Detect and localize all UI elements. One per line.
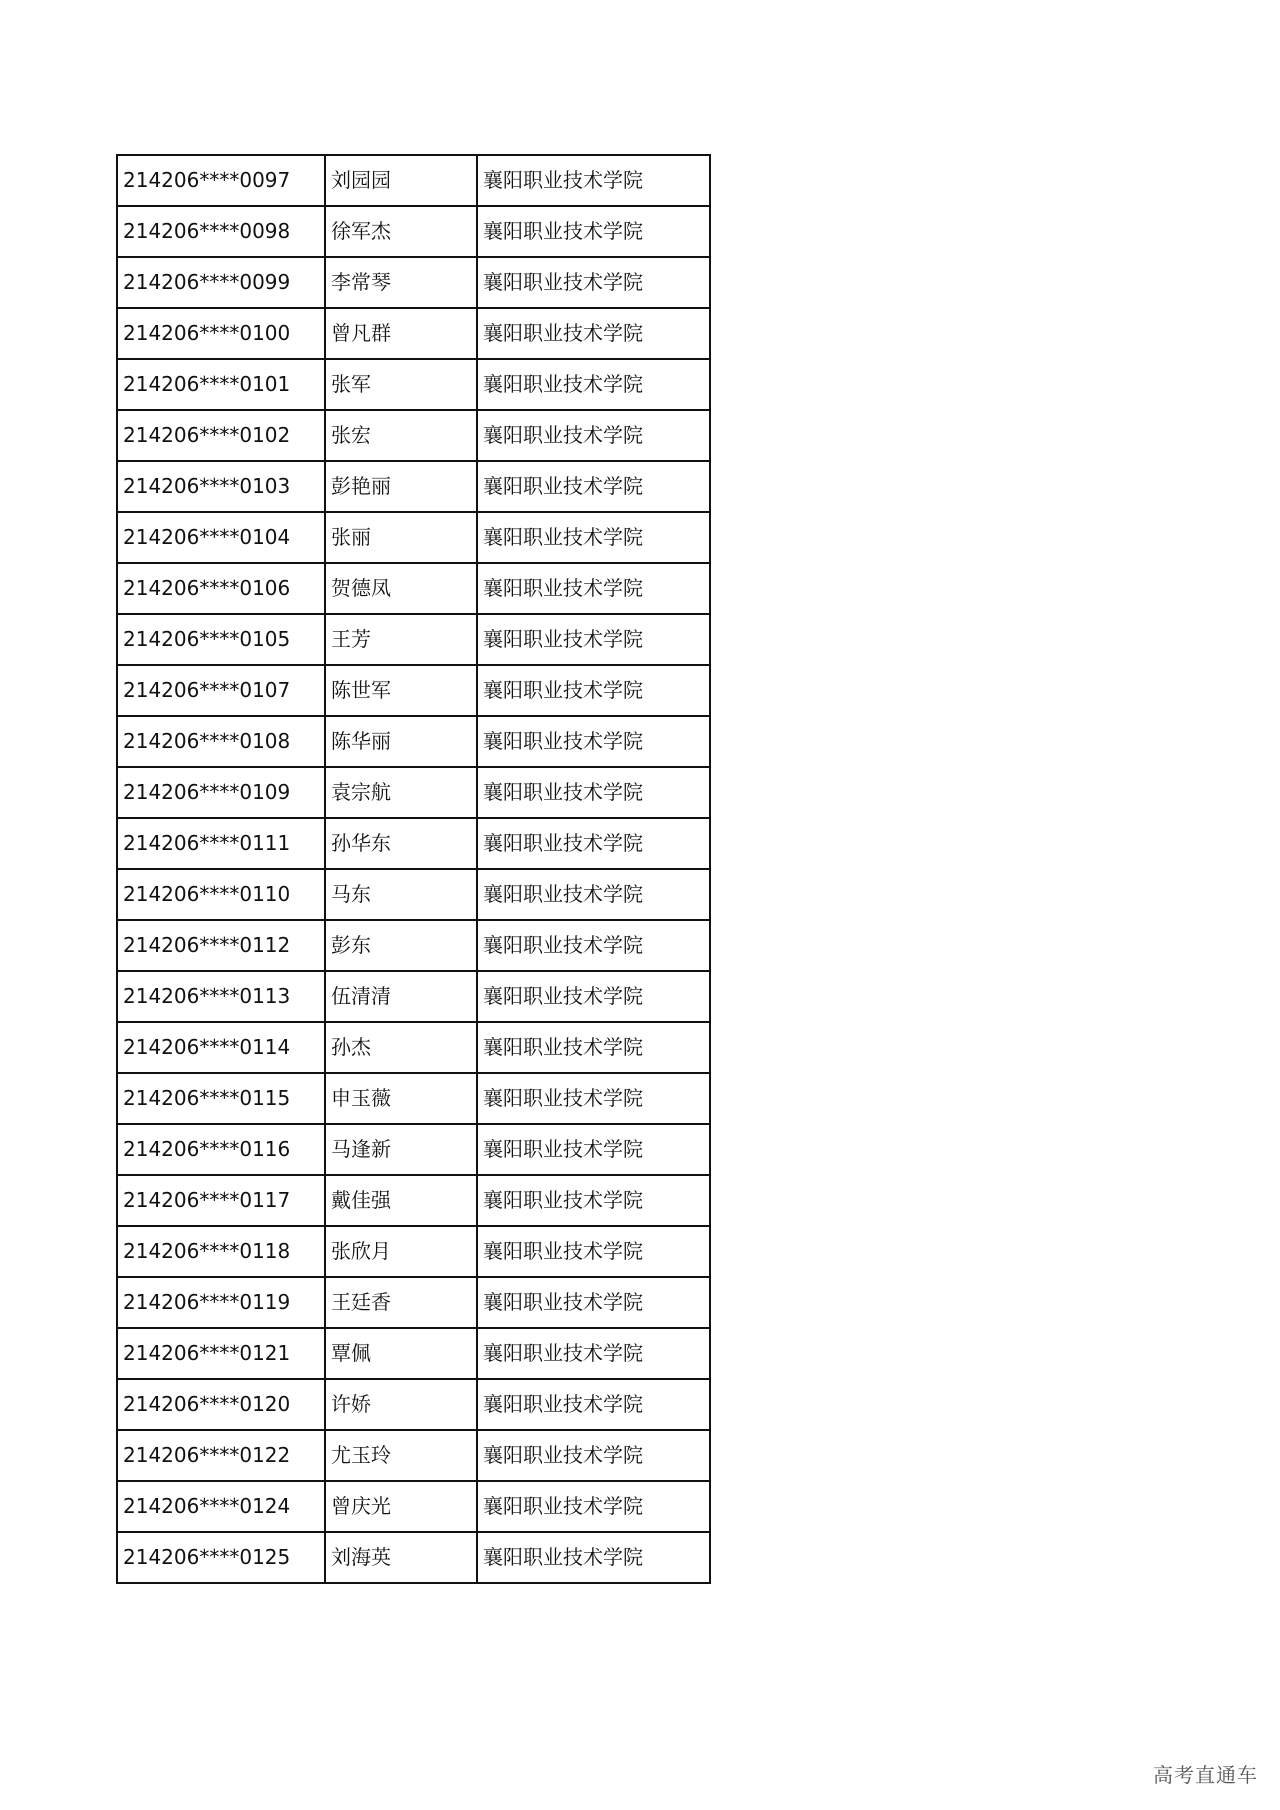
id-cell: 214206****0097 [117, 155, 325, 206]
id-cell: 214206****0109 [117, 767, 325, 818]
id-cell: 214206****0125 [117, 1532, 325, 1583]
id-cell: 214206****0099 [117, 257, 325, 308]
name-cell: 王廷香 [325, 1277, 477, 1328]
school-cell: 襄阳职业技术学院 [477, 257, 710, 308]
id-cell: 214206****0113 [117, 971, 325, 1022]
table-row [117, 971, 710, 1022]
id-cell: 214206****0102 [117, 410, 325, 461]
table-row [117, 869, 710, 920]
school-cell: 襄阳职业技术学院 [477, 1277, 710, 1328]
school-cell: 襄阳职业技术学院 [477, 1124, 710, 1175]
name-cell: 张军 [325, 359, 477, 410]
school-cell: 襄阳职业技术学院 [477, 971, 710, 1022]
table-row [117, 1226, 710, 1277]
name-cell: 徐军杰 [325, 206, 477, 257]
school-cell: 襄阳职业技术学院 [477, 716, 710, 767]
id-cell: 214206****0103 [117, 461, 325, 512]
name-cell: 覃佩 [325, 1328, 477, 1379]
table-row [117, 665, 710, 716]
table-row [117, 1481, 710, 1532]
name-cell: 王芳 [325, 614, 477, 665]
school-cell: 襄阳职业技术学院 [477, 1226, 710, 1277]
table-row [117, 257, 710, 308]
name-cell: 陈华丽 [325, 716, 477, 767]
school-cell: 襄阳职业技术学院 [477, 665, 710, 716]
school-cell: 襄阳职业技术学院 [477, 1430, 710, 1481]
name-cell: 刘海英 [325, 1532, 477, 1583]
table-row [117, 767, 710, 818]
table-row [117, 1022, 710, 1073]
table-row [117, 1124, 710, 1175]
school-cell: 襄阳职业技术学院 [477, 869, 710, 920]
id-cell: 214206****0119 [117, 1277, 325, 1328]
name-cell: 张丽 [325, 512, 477, 563]
id-cell: 214206****0105 [117, 614, 325, 665]
table-row [117, 614, 710, 665]
id-cell: 214206****0112 [117, 920, 325, 971]
name-cell: 许娇 [325, 1379, 477, 1430]
school-cell: 襄阳职业技术学院 [477, 155, 710, 206]
table-row [117, 1175, 710, 1226]
school-cell: 襄阳职业技术学院 [477, 1481, 710, 1532]
id-cell: 214206****0108 [117, 716, 325, 767]
id-cell: 214206****0107 [117, 665, 325, 716]
school-cell: 襄阳职业技术学院 [477, 920, 710, 971]
name-cell: 袁宗航 [325, 767, 477, 818]
id-cell: 214206****0106 [117, 563, 325, 614]
id-cell: 214206****0104 [117, 512, 325, 563]
school-cell: 襄阳职业技术学院 [477, 359, 710, 410]
school-cell: 襄阳职业技术学院 [477, 1073, 710, 1124]
id-cell: 214206****0100 [117, 308, 325, 359]
id-cell: 214206****0111 [117, 818, 325, 869]
school-cell: 襄阳职业技术学院 [477, 308, 710, 359]
school-cell: 襄阳职业技术学院 [477, 1175, 710, 1226]
table-row [117, 308, 710, 359]
table-row [117, 920, 710, 971]
school-cell: 襄阳职业技术学院 [477, 1328, 710, 1379]
name-cell: 贺德凤 [325, 563, 477, 614]
id-cell: 214206****0121 [117, 1328, 325, 1379]
table-row [117, 1430, 710, 1481]
table-row [117, 206, 710, 257]
table-row [117, 410, 710, 461]
school-cell: 襄阳职业技术学院 [477, 206, 710, 257]
name-cell: 戴佳强 [325, 1175, 477, 1226]
name-cell: 孙杰 [325, 1022, 477, 1073]
school-cell: 襄阳职业技术学院 [477, 512, 710, 563]
name-cell: 陈世军 [325, 665, 477, 716]
name-cell: 马逢新 [325, 1124, 477, 1175]
name-cell: 曾庆光 [325, 1481, 477, 1532]
table-row [117, 1379, 710, 1430]
id-cell: 214206****0117 [117, 1175, 325, 1226]
table-row [117, 155, 710, 206]
name-cell: 曾凡群 [325, 308, 477, 359]
table-row [117, 1532, 710, 1583]
table-row [117, 1328, 710, 1379]
name-cell: 马东 [325, 869, 477, 920]
name-cell: 张宏 [325, 410, 477, 461]
table-row [117, 818, 710, 869]
id-cell: 214206****0116 [117, 1124, 325, 1175]
name-cell: 孙华东 [325, 818, 477, 869]
name-cell: 李常琴 [325, 257, 477, 308]
name-cell: 彭艳丽 [325, 461, 477, 512]
school-cell: 襄阳职业技术学院 [477, 410, 710, 461]
id-cell: 214206****0124 [117, 1481, 325, 1532]
id-cell: 214206****0101 [117, 359, 325, 410]
name-cell: 申玉薇 [325, 1073, 477, 1124]
id-cell: 214206****0122 [117, 1430, 325, 1481]
school-cell: 襄阳职业技术学院 [477, 1022, 710, 1073]
name-cell: 张欣月 [325, 1226, 477, 1277]
id-cell: 214206****0120 [117, 1379, 325, 1430]
school-cell: 襄阳职业技术学院 [477, 563, 710, 614]
id-cell: 214206****0098 [117, 206, 325, 257]
school-cell: 襄阳职业技术学院 [477, 818, 710, 869]
name-cell: 尤玉玲 [325, 1430, 477, 1481]
school-cell: 襄阳职业技术学院 [477, 767, 710, 818]
watermark: 高考直通车 [1153, 1763, 1258, 1787]
name-cell: 彭东 [325, 920, 477, 971]
roster-table-body [117, 155, 710, 1583]
id-cell: 214206****0115 [117, 1073, 325, 1124]
roster-table [116, 154, 711, 1584]
id-cell: 214206****0118 [117, 1226, 325, 1277]
school-cell: 襄阳职业技术学院 [477, 461, 710, 512]
table-row [117, 461, 710, 512]
id-cell: 214206****0114 [117, 1022, 325, 1073]
table-row [117, 1073, 710, 1124]
school-cell: 襄阳职业技术学院 [477, 1379, 710, 1430]
table-row [117, 512, 710, 563]
name-cell: 刘园园 [325, 155, 477, 206]
table-row [117, 563, 710, 614]
id-cell: 214206****0110 [117, 869, 325, 920]
table-row [117, 359, 710, 410]
name-cell: 伍清清 [325, 971, 477, 1022]
table-row [117, 1277, 710, 1328]
school-cell: 襄阳职业技术学院 [477, 1532, 710, 1583]
table-row [117, 716, 710, 767]
school-cell: 襄阳职业技术学院 [477, 614, 710, 665]
